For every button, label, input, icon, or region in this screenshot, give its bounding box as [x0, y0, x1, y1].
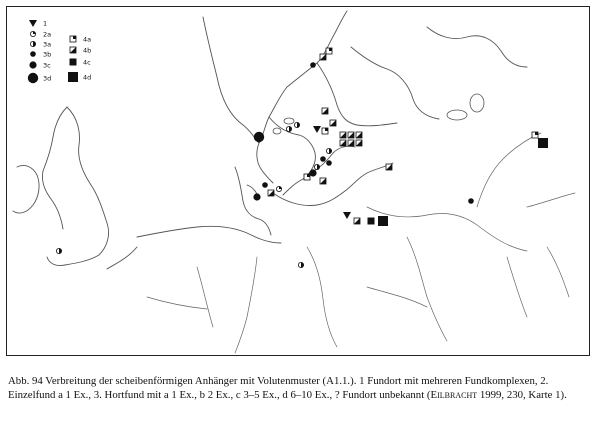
legend-label-2a: 2a: [43, 30, 52, 39]
find-spot-32: [378, 216, 388, 226]
find-spot-37: [298, 262, 303, 267]
find-spot-3: [310, 62, 316, 68]
find-spot-9: [330, 120, 336, 126]
find-spot-18: [320, 156, 326, 162]
find-spot-35: [538, 138, 548, 148]
find-spot-33: [468, 198, 474, 204]
lakes: [273, 94, 484, 134]
legend-label-4a: 4a: [83, 35, 92, 44]
legend-symbol-1: [29, 20, 37, 27]
find-spot-30: [354, 218, 360, 224]
find-spot-26: [268, 190, 274, 196]
caption-lead: Abb. 94 Verbreitung der scheibenförmigen Anhänger mit Volutenmuster (A1.1.). 1 Fundort mit mehreren Fundkomplexen, 2. Einzelfund a 1 Ex., 3. Hortfund mit a 1 Ex., b 2 Ex., c 3–5 Ex., d 6–10 Ex., ? Fundort unbekannt (: [8, 375, 549, 402]
caption-author: Eilbracht: [430, 389, 478, 402]
find-spot-5: [286, 126, 291, 131]
legend-symbol-4b: [70, 47, 76, 53]
map-frame: [6, 6, 590, 356]
legend-label-1: 1: [43, 19, 48, 28]
legend-symbol-3b: [30, 51, 36, 57]
find-spot-19: [326, 160, 332, 166]
find-spot-17: [326, 148, 331, 153]
legend-label-4d: 4d: [83, 73, 92, 82]
find-spot-25: [253, 193, 260, 200]
legend-symbol-2a: [30, 31, 35, 36]
caption-tail: 1999, 230, Karte 1).: [477, 389, 567, 402]
legend-symbol-4d: [68, 72, 78, 82]
find-spot-11: [340, 132, 346, 138]
legend-label-3d: 3d: [43, 74, 52, 83]
find-spot-7: [313, 126, 321, 133]
find-spot-23: [320, 178, 326, 184]
figure-caption: [8, 374, 596, 402]
legend-label-4b: 4b: [83, 46, 92, 55]
find-spots: [56, 48, 548, 268]
find-spot-15: [348, 140, 354, 146]
find-spot-28: [386, 164, 392, 170]
find-spot-16: [356, 140, 362, 146]
find-spot-24: [262, 182, 268, 188]
find-spot-22: [304, 174, 310, 180]
find-spot-8: [322, 108, 328, 114]
find-spot-14: [340, 140, 346, 146]
legend-symbol-3a: [30, 41, 35, 46]
legend-label-3c: 3c: [43, 61, 51, 70]
legend-symbol-4a: [70, 36, 76, 42]
find-spot-36: [56, 248, 61, 253]
find-spot-10: [322, 128, 328, 134]
find-spot-31: [368, 218, 375, 225]
legend-symbol-4c: [70, 59, 77, 66]
legend-symbol-3d: [28, 73, 38, 83]
rivers: [147, 133, 575, 353]
find-spot-13: [356, 132, 362, 138]
legend-label-3a: 3a: [43, 40, 52, 49]
legend-label-4c: 4c: [83, 58, 91, 67]
find-spot-29: [343, 212, 351, 219]
distribution-map: [7, 7, 589, 355]
find-spot-20: [309, 169, 316, 176]
find-spot-4: [254, 132, 264, 142]
find-spot-1: [326, 48, 332, 54]
find-spot-34: [532, 132, 538, 138]
find-spot-27: [276, 186, 281, 191]
legend-label-3b: 3b: [43, 50, 52, 59]
find-spot-6: [294, 122, 299, 127]
legend-symbol-3c: [29, 61, 36, 68]
map-legend: [28, 20, 91, 84]
find-spot-21: [314, 164, 319, 169]
find-spot-12: [348, 132, 354, 138]
find-spot-2: [320, 54, 326, 60]
